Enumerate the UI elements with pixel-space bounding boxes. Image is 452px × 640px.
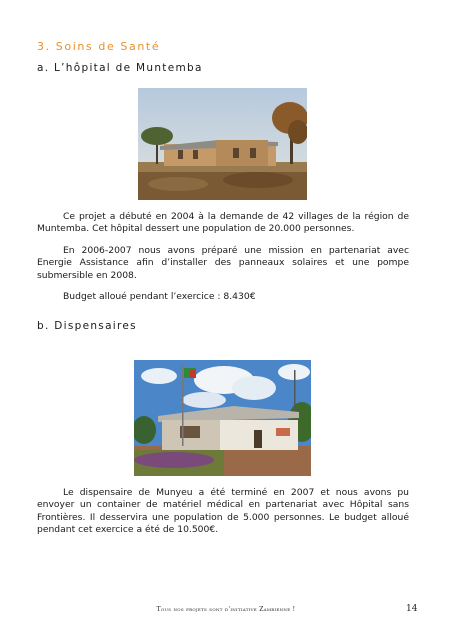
hospital-paragraph-2: En 2006-2007 nous avons préparé une mission en partenariat avec Energie Assistance afin d’installer des panneaux solaires et une pompe submersible en 2008.: [37, 245, 409, 281]
dispensary-photo: [134, 360, 311, 476]
section-title: 3. Soins de Santé: [37, 40, 161, 53]
dispensary-paragraph: Le dispensaire de Munyeu a été terminé en 2007 et nous avons pu envoyer un container de matériel médical en partenariat avec Hôpital sans Frontières. Il desservira une population de 5.000 personnes. Le budget alloué pendant cet exercice a été de 10.500€.: [37, 487, 409, 536]
page-number: 14: [406, 604, 418, 614]
hospital-budget: Budget alloué pendant l’exercice : 8.430€: [63, 291, 256, 302]
hospital-photo: [138, 88, 307, 200]
footer-note: Tous nos projets sont d'initiative Zambienne !: [156, 606, 296, 613]
hospital-paragraph-1: Ce projet a débuté en 2004 à la demande de 42 villages de la région de Muntemba. Cet hôpital dessert une population de 20.000 personnes.: [37, 211, 409, 235]
dispensaries-heading: b. Dispensaires: [37, 320, 137, 332]
hospital-heading: a. L’hôpital de Muntemba: [37, 62, 203, 74]
